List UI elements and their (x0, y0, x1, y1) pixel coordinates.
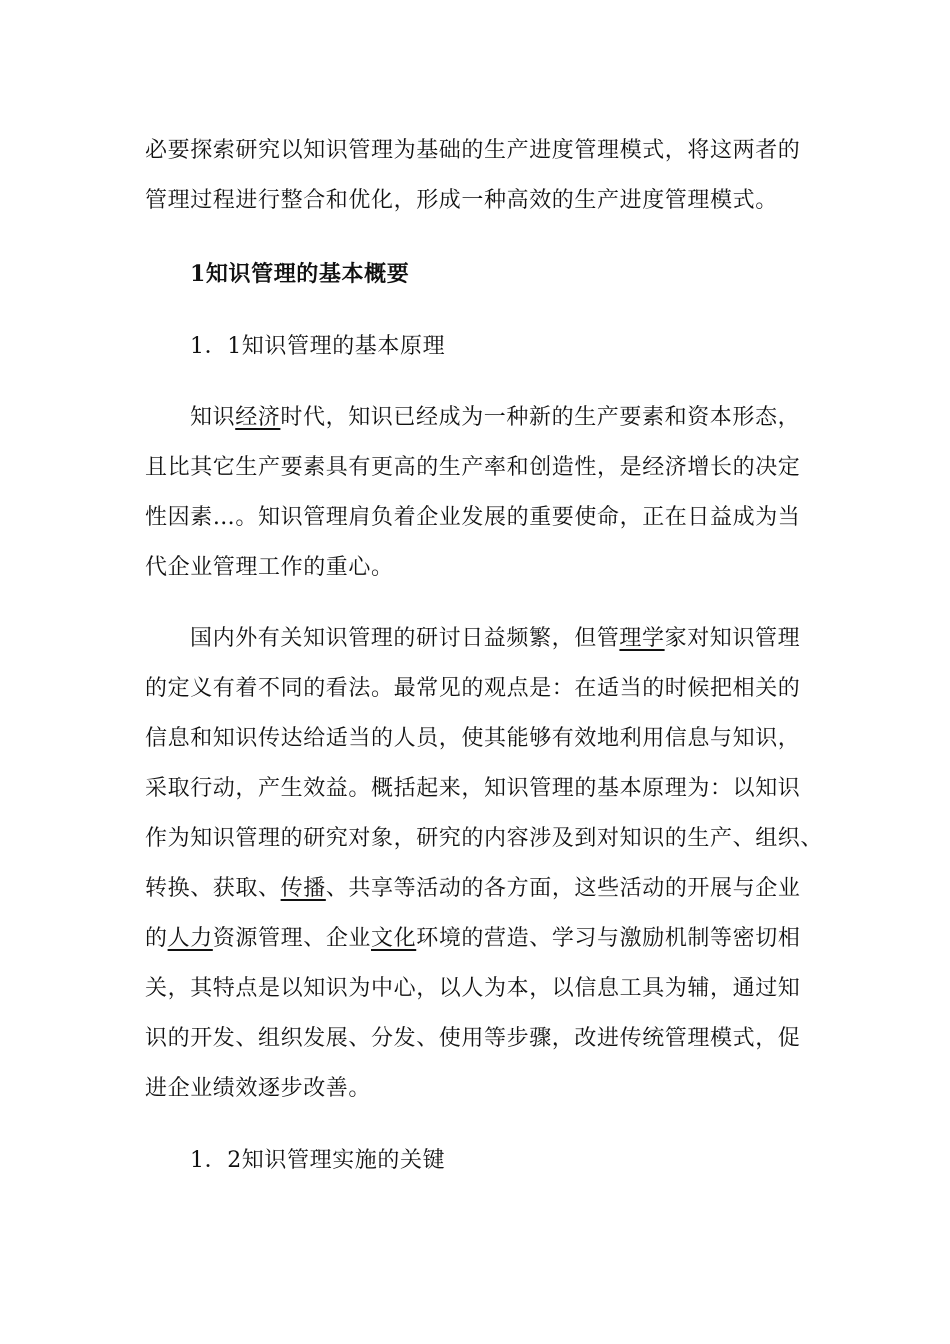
para2-line-3: 信息和知识传达给适当的人员，使其能够有效地利用信息与知识， (145, 726, 801, 751)
section-heading-1: 1知识管理的基本概要 (190, 261, 410, 287)
para1-line-4: 代企业管理工作的重心。 (145, 555, 394, 580)
para2-text: 转换、获取、 (145, 876, 281, 901)
para1-line-3: 性因素…。知识管理肩负着企业发展的重要使命，正在日益成为当 (145, 505, 801, 530)
link-chuanbo[interactable]: 传播 (280, 876, 326, 901)
para2-line-5: 作为知识管理的研究对象，研究的内容涉及到对知识的生产、组织、 (145, 826, 824, 851)
para2-line-7 (145, 924, 800, 954)
para2-line-8: 关，其特点是以知识为中心，以人为本，以信息工具为辅，通过知 (145, 976, 801, 1001)
para2-line-10: 进企业绩效逐步改善。 (145, 1076, 372, 1101)
link-wenhua[interactable]: 文化 (371, 926, 417, 951)
link-lixue[interactable]: 理学 (619, 626, 665, 651)
subsection-heading-1-2: 1．2知识管理实施的关键 (190, 1148, 446, 1173)
para1-line-1 (190, 403, 800, 433)
link-jingji[interactable]: 经济 (235, 405, 281, 430)
para2-text: 的 (145, 926, 168, 951)
subsection-heading-1-1: 1．1知识管理的基本原理 (190, 334, 446, 359)
para1-text: 知识 (190, 405, 236, 430)
para2-text: 环境的营造、学习与激励机制等密切相 (416, 926, 801, 951)
para2-line-9: 识的开发、组织发展、分发、使用等步骤，改进传统管理模式，促 (145, 1026, 801, 1051)
para2-line-6 (145, 874, 800, 904)
para2-text: 国内外有关知识管理的研讨日益频繁，但管 (190, 626, 620, 651)
para2-line-1 (190, 624, 800, 654)
para2-line-2: 的定义有着不同的看法。最常见的观点是：在适当的时候把相关的 (145, 676, 801, 701)
para1-line-2: 且比其它生产要素具有更高的生产率和创造性，是经济增长的决定 (145, 455, 801, 480)
para2-text: 家对知识管理 (664, 626, 801, 651)
para2-line-4: 采取行动，产生效益。概括起来，知识管理的基本原理为：以知识 (145, 776, 801, 801)
para2-text: 、共享等活动的各方面，这些活动的开展与企业 (325, 876, 801, 901)
intro-line-2: 管理过程进行整合和优化，形成一种高效的生产进度管理模式。 (145, 188, 778, 213)
link-renli[interactable]: 人力 (167, 926, 213, 951)
intro-line-1: 必要探索研究以知识管理为基础的生产进度管理模式，将这两者的 (145, 138, 801, 163)
para2-text: 资源管理、企业 (212, 926, 372, 951)
para1-text: 时代，知识已经成为一种新的生产要素和资本形态， (280, 405, 801, 430)
